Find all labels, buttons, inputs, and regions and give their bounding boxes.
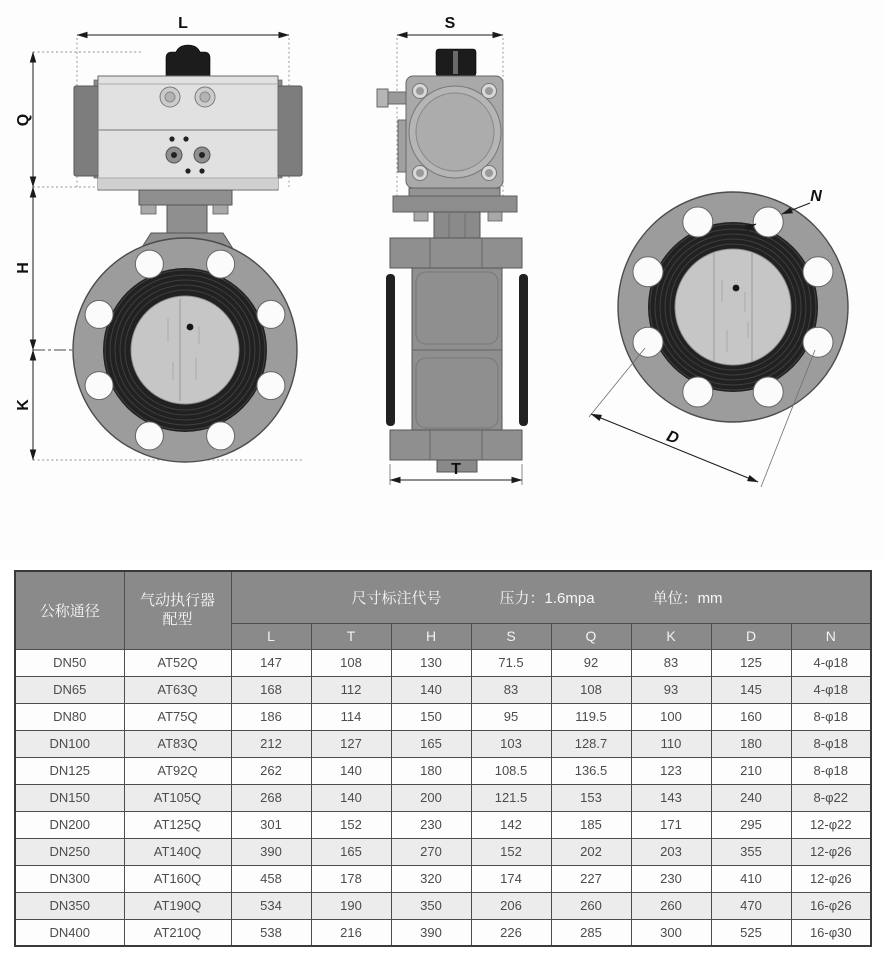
cell-dim: 410: [711, 865, 791, 892]
bolt-hole: [753, 377, 783, 407]
cell-actuator: AT105Q: [124, 784, 231, 811]
bolt-hole: [85, 372, 113, 400]
cell-dim: 12-φ22: [791, 811, 871, 838]
cell-dim: 390: [231, 838, 311, 865]
cell-dim: 114: [311, 703, 391, 730]
cell-dim: 210: [711, 757, 791, 784]
col-header-T: T: [311, 623, 391, 649]
table-row: [15, 919, 871, 946]
bolt-hole: [135, 250, 163, 278]
cell-dim: 171: [631, 811, 711, 838]
cell-dim: 8-φ18: [791, 757, 871, 784]
cell-dim: 12-φ26: [791, 865, 871, 892]
side-view: [377, 15, 528, 485]
merged-header: [231, 571, 871, 623]
col-header-Q: Q: [551, 623, 631, 649]
cell-dim: 127: [311, 730, 391, 757]
valve-flange-front: [73, 238, 297, 462]
cell-dim: 100: [631, 703, 711, 730]
cell-dim: 190: [311, 892, 391, 919]
col-header-actuator-line1: 气动执行器: [139, 591, 215, 609]
cell-actuator: AT92Q: [124, 757, 231, 784]
dim-label-Q: Q: [15, 113, 32, 127]
valve-disc: [131, 296, 239, 404]
cell-dim: 270: [391, 838, 471, 865]
bolt-hole: [207, 250, 235, 278]
cell-actuator: AT125Q: [124, 811, 231, 838]
cell-dim: 150: [391, 703, 471, 730]
cell-dim: 119.5: [551, 703, 631, 730]
valve-disc: [675, 249, 791, 365]
cell-dim: 160: [711, 703, 791, 730]
cell-dn: DN400: [15, 919, 124, 946]
col-header-D: D: [711, 623, 791, 649]
cell-dim: 140: [311, 757, 391, 784]
dim-label-T: T: [451, 461, 461, 478]
cell-actuator: AT52Q: [124, 649, 231, 676]
bolt-hole: [85, 300, 113, 328]
cell-dim: 262: [231, 757, 311, 784]
bolt-hole: [135, 422, 163, 450]
cell-dim: 260: [631, 892, 711, 919]
cell-actuator: AT83Q: [124, 730, 231, 757]
dim-label-L: L: [178, 15, 188, 32]
stem-center-dot: [187, 324, 194, 331]
pneumatic-actuator-front: [74, 45, 302, 252]
cell-dim: 108: [311, 649, 391, 676]
bolt-hole: [753, 207, 783, 237]
col-header-K: K: [631, 623, 711, 649]
dim-label-K: K: [15, 399, 32, 411]
cell-dn: DN150: [15, 784, 124, 811]
seat-edge-left: [386, 274, 395, 426]
cell-dim: 136.5: [551, 757, 631, 784]
cell-dim: 320: [391, 865, 471, 892]
cell-dim: 230: [391, 811, 471, 838]
cell-dim: 92: [551, 649, 631, 676]
table-row: [15, 649, 871, 676]
cell-dim: 130: [391, 649, 471, 676]
cell-dn: DN125: [15, 757, 124, 784]
cell-dim: 152: [471, 838, 551, 865]
cell-actuator: AT210Q: [124, 919, 231, 946]
bolt-hole: [683, 377, 713, 407]
cell-dim: 110: [631, 730, 711, 757]
cell-dn: DN250: [15, 838, 124, 865]
cell-dim: 268: [231, 784, 311, 811]
dim-T: [390, 461, 522, 485]
cell-dim: 525: [711, 919, 791, 946]
bolt-hole: [683, 207, 713, 237]
cell-dim: 260: [551, 892, 631, 919]
dim-S: [397, 15, 503, 35]
cell-dim: 295: [711, 811, 791, 838]
col-header-actuator-line2: 配型: [162, 611, 193, 629]
pneumatic-actuator-side: [377, 49, 517, 221]
col-header-L: L: [231, 623, 311, 649]
cell-dim: 470: [711, 892, 791, 919]
cell-dim: 355: [711, 838, 791, 865]
flange-view: [589, 188, 848, 487]
cell-actuator: AT190Q: [124, 892, 231, 919]
seat-edge-right: [519, 274, 528, 426]
dim-L: [77, 15, 289, 35]
cell-dim: 145: [711, 676, 791, 703]
cell-dim: 112: [311, 676, 391, 703]
table-row: [15, 757, 871, 784]
cell-dim: 4-φ18: [791, 649, 871, 676]
cell-dim: 123: [631, 757, 711, 784]
valve-neck: [167, 205, 207, 237]
cell-dim: 153: [551, 784, 631, 811]
cell-dn: DN200: [15, 811, 124, 838]
cell-dim: 168: [231, 676, 311, 703]
dim-label-H: H: [15, 262, 32, 274]
cell-dim: 103: [471, 730, 551, 757]
table-row: [15, 811, 871, 838]
cell-dim: 216: [311, 919, 391, 946]
dim-Q: [15, 52, 33, 187]
actuator-knob: [166, 45, 210, 76]
cell-dn: DN80: [15, 703, 124, 730]
cell-dim: 121.5: [471, 784, 551, 811]
dim-label-S: S: [444, 15, 456, 32]
cell-dim: 226: [471, 919, 551, 946]
cell-dim: 350: [391, 892, 471, 919]
col-header-actuator: [124, 571, 231, 649]
cell-dim: 71.5: [471, 649, 551, 676]
cell-dim: 147: [231, 649, 311, 676]
cell-dim: 200: [391, 784, 471, 811]
col-header-N: N: [791, 623, 871, 649]
cell-dim: 143: [631, 784, 711, 811]
cell-dim: 140: [391, 676, 471, 703]
cell-dim: 165: [391, 730, 471, 757]
flange-top: [390, 238, 522, 268]
cell-dim: 285: [551, 919, 631, 946]
table-row: [15, 676, 871, 703]
cell-dn: DN300: [15, 865, 124, 892]
spec-table: [14, 570, 872, 947]
bolt-hole: [633, 327, 663, 357]
cell-dim: 16-φ26: [791, 892, 871, 919]
cell-dim: 128.7: [551, 730, 631, 757]
cell-actuator: AT160Q: [124, 865, 231, 892]
cell-dim: 206: [471, 892, 551, 919]
cell-dim: 8-φ22: [791, 784, 871, 811]
cell-dim: 125: [711, 649, 791, 676]
cell-dn: DN100: [15, 730, 124, 757]
cell-dn: DN65: [15, 676, 124, 703]
valve-body-side: [386, 212, 528, 472]
cell-dim: 95: [471, 703, 551, 730]
table-row: [15, 865, 871, 892]
cell-dim: 178: [311, 865, 391, 892]
cell-dim: 390: [391, 919, 471, 946]
cell-actuator: AT75Q: [124, 703, 231, 730]
air-fitting-cap: [377, 89, 388, 107]
cell-dim: 12-φ26: [791, 838, 871, 865]
cell-dim: 180: [391, 757, 471, 784]
unit-label: 单位：mm: [652, 589, 723, 607]
cell-dim: 301: [231, 811, 311, 838]
cell-dim: 93: [631, 676, 711, 703]
dim-H: [15, 187, 33, 350]
cell-dim: 300: [631, 919, 711, 946]
cell-dim: 180: [711, 730, 791, 757]
cell-dim: 534: [231, 892, 311, 919]
dim-label-D: D: [664, 427, 681, 448]
cell-dim: 142: [471, 811, 551, 838]
dim-label-N: N: [810, 188, 822, 205]
table-row: [15, 838, 871, 865]
cell-dn: DN350: [15, 892, 124, 919]
cell-dim: 4-φ18: [791, 676, 871, 703]
cell-actuator: AT63Q: [124, 676, 231, 703]
bolt-hole: [803, 257, 833, 287]
bolt-hole: [257, 372, 285, 400]
cell-dim: 140: [311, 784, 391, 811]
cell-dim: 83: [631, 649, 711, 676]
cell-dim: 108: [551, 676, 631, 703]
mount-flange: [393, 196, 517, 212]
bolt-hole: [207, 422, 235, 450]
cell-dim: 240: [711, 784, 791, 811]
cell-dim: 152: [311, 811, 391, 838]
cell-dim: 83: [471, 676, 551, 703]
table-row: [15, 892, 871, 919]
bolt-hole: [257, 300, 285, 328]
cell-dim: 174: [471, 865, 551, 892]
cell-dim: 8-φ18: [791, 730, 871, 757]
cell-dim: 8-φ18: [791, 703, 871, 730]
table-row: [15, 784, 871, 811]
pressure-label: 压力：1.6mpa: [499, 589, 595, 607]
stem-center-dot: [733, 285, 740, 292]
front-view: [15, 15, 302, 462]
dims-title: 尺寸标注代号: [351, 589, 442, 607]
cell-dim: 16-φ30: [791, 919, 871, 946]
bolt-hole: [803, 327, 833, 357]
mounting-bracket: [139, 190, 232, 205]
table-row: [15, 730, 871, 757]
cell-dim: 538: [231, 919, 311, 946]
table-row: [15, 703, 871, 730]
flange-bottom: [390, 430, 522, 460]
cell-dim: 185: [551, 811, 631, 838]
cell-dim: 227: [551, 865, 631, 892]
cell-dim: 458: [231, 865, 311, 892]
cell-dim: 203: [631, 838, 711, 865]
col-header-dn: 公称通径: [15, 571, 124, 649]
cell-dim: 230: [631, 865, 711, 892]
cell-dim: 108.5: [471, 757, 551, 784]
spec-table-body: [15, 649, 871, 946]
cell-dim: 186: [231, 703, 311, 730]
dim-K: [15, 350, 33, 460]
cell-actuator: AT140Q: [124, 838, 231, 865]
actuator-end-cap-left: [74, 86, 98, 176]
col-header-S: S: [471, 623, 551, 649]
actuator-end-cap-right: [278, 86, 302, 176]
col-header-H: H: [391, 623, 471, 649]
cell-dn: DN50: [15, 649, 124, 676]
air-fitting: [386, 92, 408, 104]
cell-dim: 202: [551, 838, 631, 865]
cell-dim: 165: [311, 838, 391, 865]
cell-dim: 212: [231, 730, 311, 757]
bolt-hole: [633, 257, 663, 287]
